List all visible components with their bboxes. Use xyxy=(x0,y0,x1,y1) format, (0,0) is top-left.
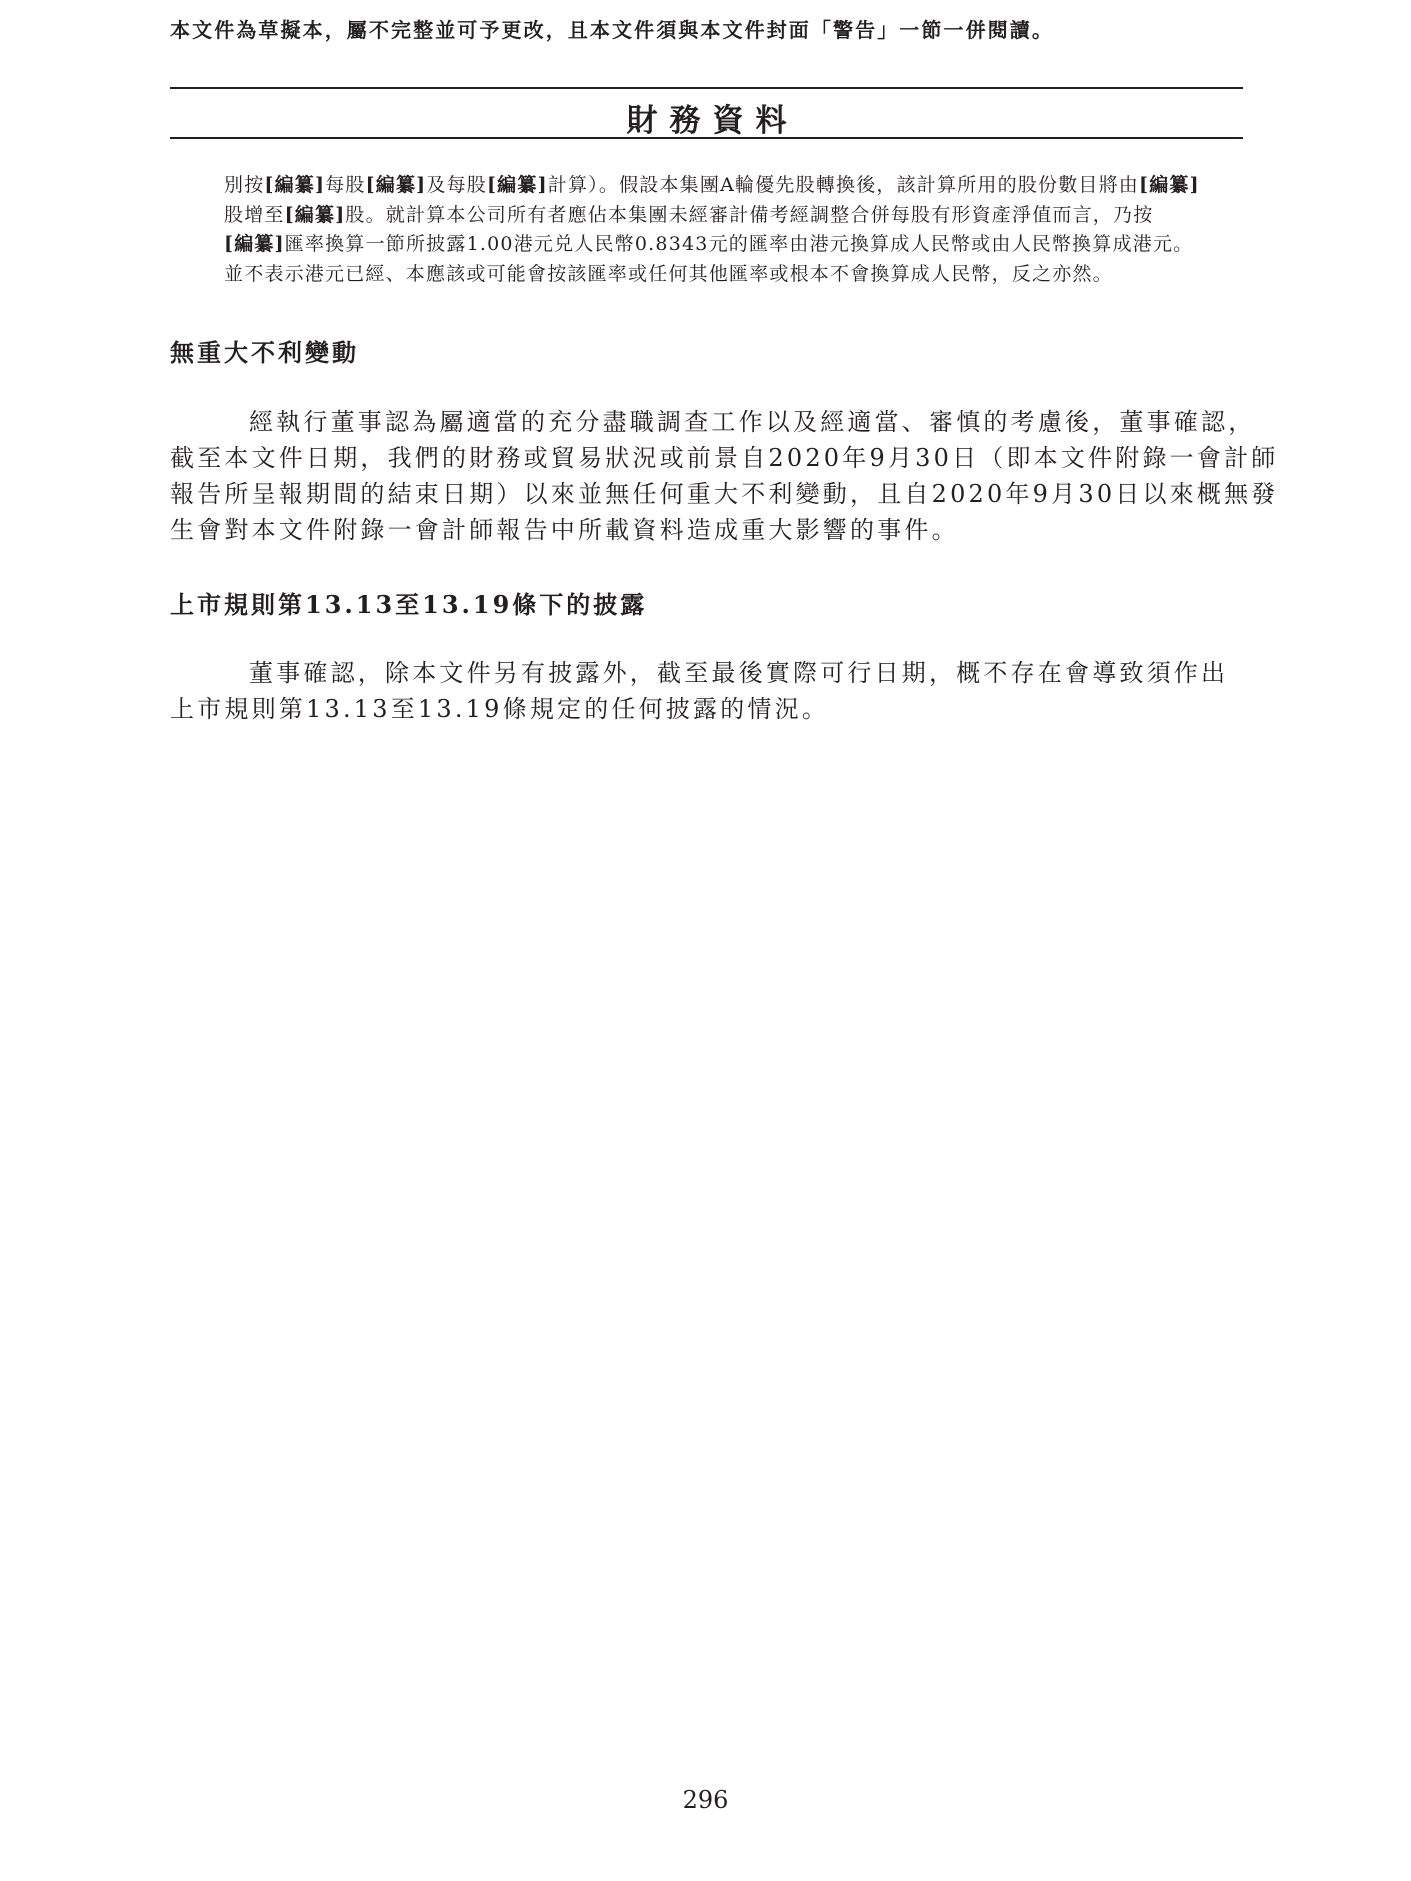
footnote-text: 別按 xyxy=(224,174,265,196)
footnote-text: 及每股 xyxy=(426,174,487,196)
heading-listing-rules-disclosure: 上市規則第13.13至13.19條下的披露 xyxy=(170,590,648,619)
footnote-text: 匯率換算一節所披露1.00港元兑人民幣0.8343元的匯率由港元換算成人民幣或由人民幣換算成港元。 xyxy=(284,233,1194,256)
footnote-text: 計算）。假設本集團A輪優先股轉換後，該計算所用的股份數目將由 xyxy=(547,174,1139,196)
redacted-marker: [編纂] xyxy=(224,233,285,256)
footnote-block xyxy=(224,171,1246,289)
paragraph-line: 董事確認，除本文件另有披露外，截至最後實際可行日期，概不存在會導致須作出 xyxy=(249,659,1229,687)
footnote-line xyxy=(224,201,1246,231)
footnote-line xyxy=(224,171,1246,201)
paragraph-line: 報告所呈報期間的結束日期）以來並無任何重大不利變動，且自2020年9月30日以來概無發 xyxy=(170,480,1279,508)
footnote-text: 並不表示港元已經、本應該或可能會按該匯率或任何其他匯率或根本不會換算成人民幣，反之亦然。 xyxy=(224,262,1113,285)
title-rule-top xyxy=(170,87,1243,89)
footnote-line xyxy=(224,230,1246,260)
footnote-text: 股增至 xyxy=(224,203,285,226)
paragraph-line: 生會對本文件附錄一會計師報告中所載資料造成重大影響的事件。 xyxy=(170,516,959,544)
paragraph-listing-rules-disclosure xyxy=(170,655,1248,727)
draft-warning-notice: 本文件為草擬本，屬不完整並可予更改，且本文件須與本文件封面「警告」一節一併閱讀。 xyxy=(170,18,1054,42)
paragraph-line: 截至本文件日期，我們的財務或貿易狀況或前景自2020年9月30日（即本文件附錄一會計師 xyxy=(170,444,1279,472)
heading-no-material-adverse-change: 無重大不利變動 xyxy=(170,338,359,367)
redacted-marker: [編纂] xyxy=(284,203,346,226)
section-title: 財務資料 xyxy=(626,103,799,139)
redacted-marker: [編纂] xyxy=(365,174,427,196)
paragraph-line: 經執行董事認為屬適當的充分盡職調查工作以及經適當、審慎的考慮後，董事確認， xyxy=(249,408,1256,436)
redacted-marker: [編纂] xyxy=(264,174,326,196)
redacted-marker: [編纂] xyxy=(1139,174,1200,196)
page-number: 296 xyxy=(682,1786,729,1814)
paragraph-line: 上市規則第13.13至13.19條規定的任何披露的情況。 xyxy=(170,695,830,723)
title-rule-bottom xyxy=(170,137,1243,139)
paragraph-no-material-adverse-change xyxy=(170,404,1279,548)
footnote-text: 每股 xyxy=(325,174,366,196)
footnote-text: 股。就計算本公司所有者應佔本集團未經審計備考經調整合併每股有形資產淨值而言，乃按 xyxy=(345,203,1154,226)
redacted-marker: [編纂] xyxy=(486,174,548,196)
footnote-line xyxy=(224,260,1246,290)
